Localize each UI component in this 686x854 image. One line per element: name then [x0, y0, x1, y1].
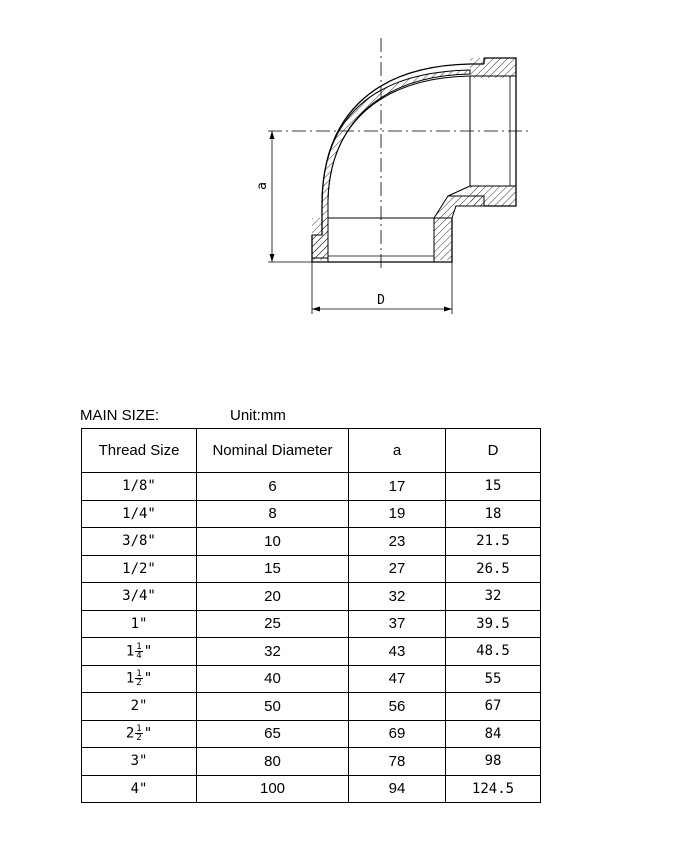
thread-size-cell: 1/8" — [82, 473, 197, 501]
d-cell: 124.5 — [446, 775, 541, 803]
elbow-crotch — [434, 196, 484, 218]
a-cell: 47 — [349, 665, 446, 693]
nominal-diameter-cell: 10 — [197, 528, 349, 556]
d-cell: 15 — [446, 473, 541, 501]
nominal-diameter-cell: 40 — [197, 665, 349, 693]
a-cell: 78 — [349, 748, 446, 776]
nominal-diameter-cell: 50 — [197, 693, 349, 721]
header-a: a — [349, 429, 446, 473]
nominal-diameter-cell: 15 — [197, 555, 349, 583]
unit-label: Unit:mm — [230, 407, 286, 424]
table-row — [82, 610, 541, 638]
main-size-title: MAIN SIZE: — [80, 407, 160, 424]
thread-suffix: " — [143, 643, 153, 660]
table-row — [82, 720, 541, 748]
table-row — [82, 775, 541, 803]
nominal-diameter-cell: 100 — [197, 775, 349, 803]
a-cell: 56 — [349, 693, 446, 721]
table-row — [82, 665, 541, 693]
d-cell: 55 — [446, 665, 541, 693]
thread-suffix: " — [143, 725, 153, 742]
d-cell: 18 — [446, 500, 541, 528]
thread-fraction — [135, 725, 142, 742]
thread-size-cell: 3" — [82, 748, 197, 776]
fraction-denominator: 4 — [136, 650, 142, 661]
a-cell: 17 — [349, 473, 446, 501]
a-cell: 69 — [349, 720, 446, 748]
elbow-outer-curve — [322, 64, 484, 235]
a-cell: 27 — [349, 555, 446, 583]
nominal-diameter-cell: 25 — [197, 610, 349, 638]
bottom-socket — [312, 218, 452, 262]
d-cell: 48.5 — [446, 638, 541, 666]
nominal-diameter-cell: 32 — [197, 638, 349, 666]
thread-size-cell: 1/4" — [82, 500, 197, 528]
nominal-diameter-cell: 65 — [197, 720, 349, 748]
thread-size-cell — [82, 665, 197, 693]
thread-size-cell: 1" — [82, 610, 197, 638]
nominal-diameter-cell: 80 — [197, 748, 349, 776]
dimension-a-label: a — [255, 182, 270, 190]
thread-size-cell: 3/4" — [82, 583, 197, 611]
table-row — [82, 638, 541, 666]
a-cell: 23 — [349, 528, 446, 556]
header-thread-size: Thread Size — [82, 429, 197, 473]
fraction-denominator: 2 — [136, 678, 142, 689]
fraction-numerator: 1 — [136, 669, 142, 680]
nominal-diameter-cell: 6 — [197, 473, 349, 501]
a-cell: 37 — [349, 610, 446, 638]
a-cell: 94 — [349, 775, 446, 803]
thread-size-cell: 4" — [82, 775, 197, 803]
d-cell: 21.5 — [446, 528, 541, 556]
table-row — [82, 555, 541, 583]
dimension-d-label: D — [377, 293, 385, 308]
table-row — [82, 473, 541, 501]
nominal-diameter-cell: 8 — [197, 500, 349, 528]
elbow-technical-drawing — [0, 0, 686, 340]
fraction-numerator: 1 — [136, 724, 142, 735]
thread-size-cell: 1/2" — [82, 555, 197, 583]
table-header-row — [82, 429, 541, 473]
a-cell: 43 — [349, 638, 446, 666]
table-row — [82, 748, 541, 776]
nominal-diameter-cell: 20 — [197, 583, 349, 611]
d-cell: 39.5 — [446, 610, 541, 638]
d-cell: 67 — [446, 693, 541, 721]
thread-whole: 1 — [125, 643, 135, 660]
thread-size-cell: 3/8" — [82, 528, 197, 556]
table-row — [82, 693, 541, 721]
fraction-numerator: 1 — [136, 641, 142, 652]
dimension-a — [268, 131, 312, 262]
main-size-table — [81, 428, 541, 803]
thread-size-cell — [82, 638, 197, 666]
thread-whole: 1 — [125, 670, 135, 687]
thread-size-cell: 2" — [82, 693, 197, 721]
a-cell: 19 — [349, 500, 446, 528]
d-cell: 32 — [446, 583, 541, 611]
header-d: D — [446, 429, 541, 473]
d-cell: 98 — [446, 748, 541, 776]
header-nominal-diameter: Nominal Diameter — [197, 429, 349, 473]
thread-whole: 2 — [125, 725, 135, 742]
right-socket — [470, 58, 516, 206]
thread-fraction — [135, 670, 142, 687]
table-row — [82, 500, 541, 528]
table-row — [82, 583, 541, 611]
d-cell: 26.5 — [446, 555, 541, 583]
thread-size-cell — [82, 720, 197, 748]
d-cell: 84 — [446, 720, 541, 748]
fraction-denominator: 2 — [136, 733, 142, 744]
thread-suffix: " — [143, 670, 153, 687]
table-row — [82, 528, 541, 556]
a-cell: 32 — [349, 583, 446, 611]
thread-fraction — [135, 643, 142, 660]
